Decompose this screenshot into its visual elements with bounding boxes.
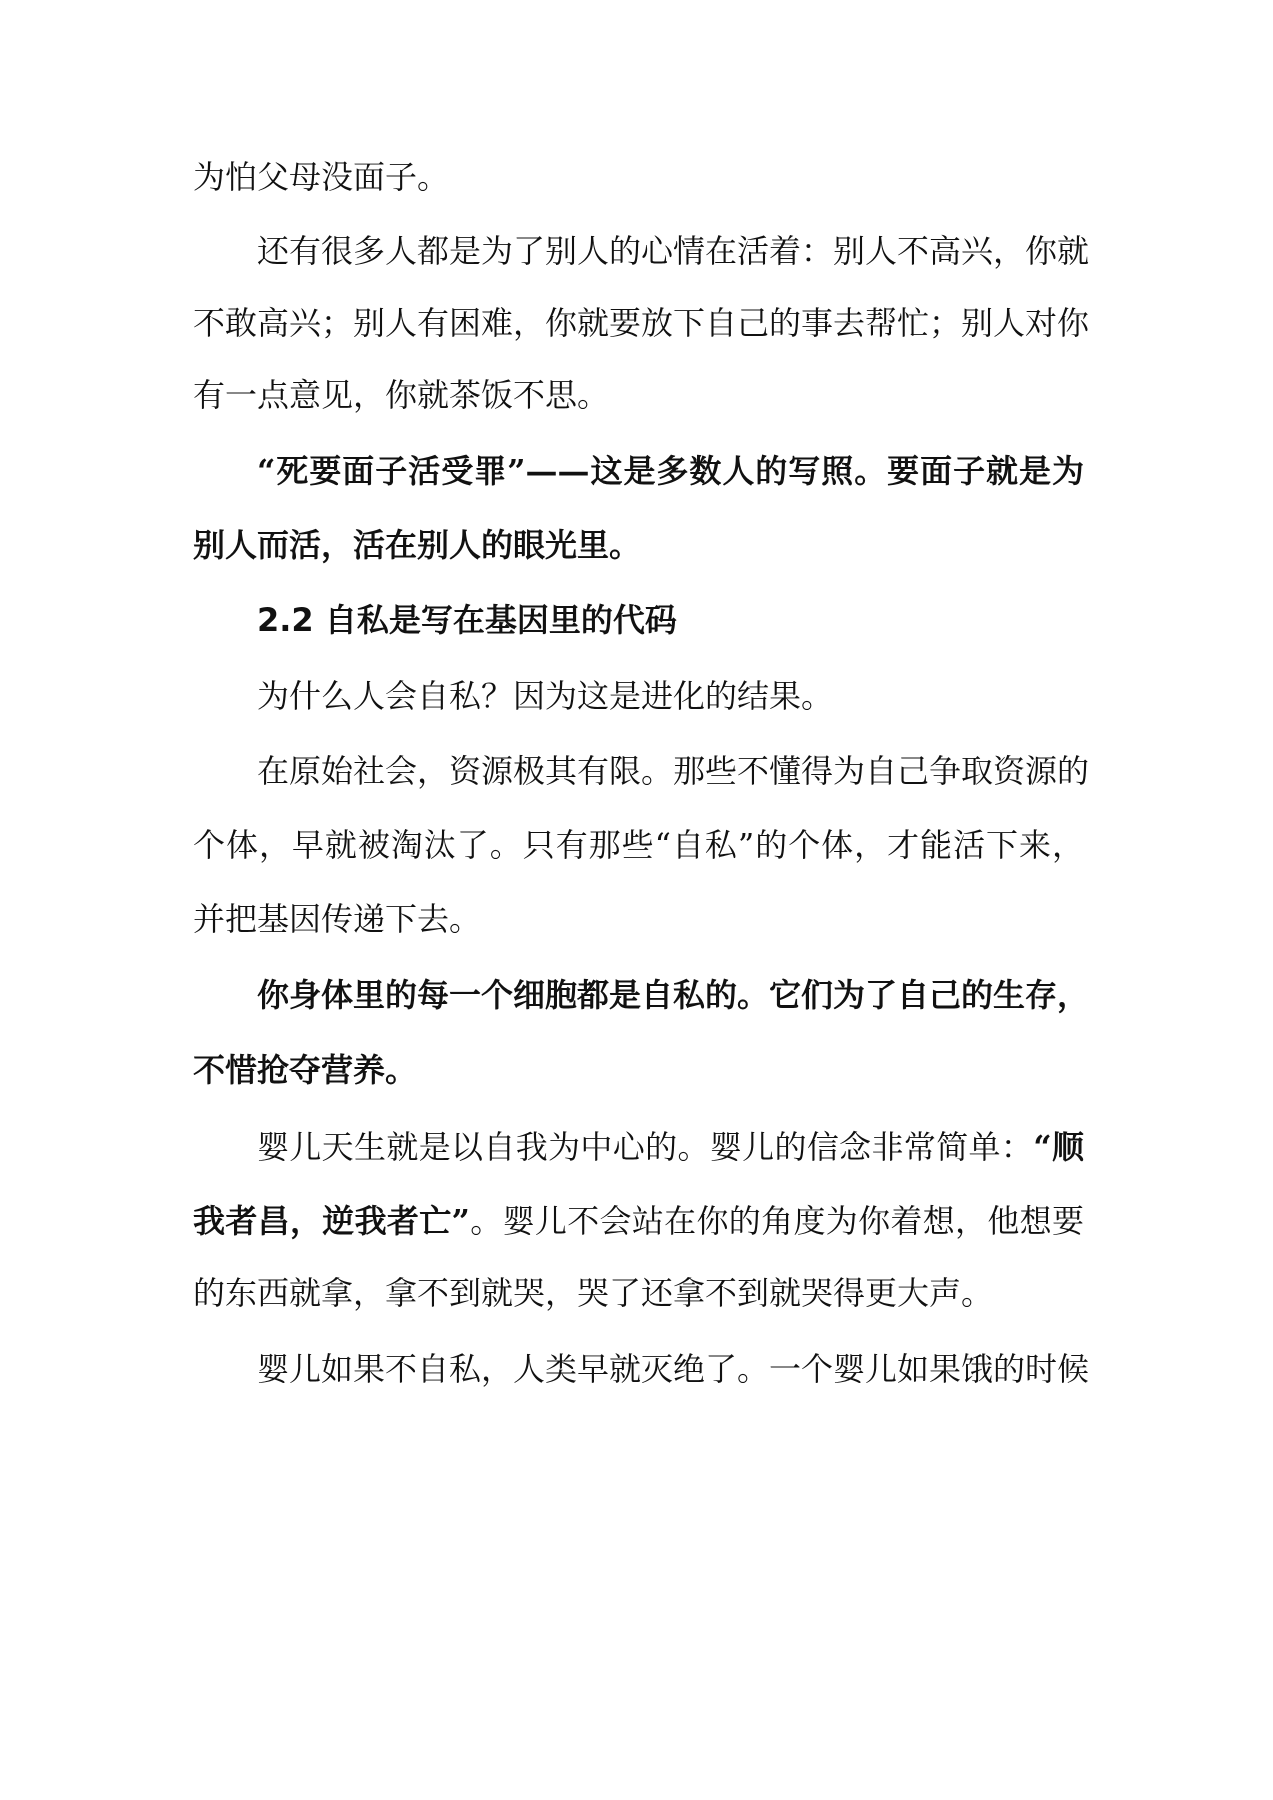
line-text: 婴儿天生就是以自我为中心的。婴儿的信念非常简单：: [257, 1128, 1034, 1166]
bold-paragraph-line: 不惜抢夺营养。: [193, 1051, 418, 1089]
paragraph-line: 不敢高兴；别人有困难，你就要放下自己的事去帮忙；别人对你: [193, 304, 1090, 342]
paragraph-line: [257, 1127, 1084, 1167]
line-text: 。婴儿不会站在你的角度为你着想，他想要: [469, 1202, 1084, 1240]
bold-paragraph-line: 你身体里的每一个细胞都是自私的。它们为了自己的生存，: [257, 976, 1090, 1014]
paragraph-line: 还有很多人都是为了别人的心情在活着：别人不高兴，你就: [257, 232, 1090, 270]
paragraph-line: 婴儿如果不自私，人类早就灭绝了。一个婴儿如果饿的时候: [257, 1350, 1090, 1388]
paragraph-line: 并把基因传递下去。: [193, 900, 482, 938]
bold-quote: 我者昌，逆我者亡”: [193, 1202, 470, 1240]
paragraph-line: [193, 1201, 1084, 1241]
section-heading: 2.2 自私是写在基因里的代码: [257, 601, 677, 639]
paragraph-line: 在原始社会，资源极其有限。那些不懂得为自己争取资源的: [257, 752, 1090, 790]
paragraph-line: 有一点意见，你就茶饭不思。: [193, 376, 610, 414]
bold-paragraph-line: 别人而活，活在别人的眼光里。: [193, 526, 642, 564]
bold-paragraph-line: “死要面子活受罪”——这是多数人的写照。要面子就是为: [257, 452, 1084, 490]
bold-quote: “顺: [1033, 1128, 1084, 1166]
paragraph-line: 的东西就拿，拿不到就哭，哭了还拿不到就哭得更大声。: [193, 1274, 994, 1312]
paragraph-line: 为什么人会自私？因为这是进化的结果。: [257, 677, 834, 715]
paragraph-line: 个体，早就被淘汰了。只有那些“自私”的个体，才能活下来，: [193, 826, 1084, 864]
paragraph-line: 为怕父母没面子。: [193, 158, 450, 196]
